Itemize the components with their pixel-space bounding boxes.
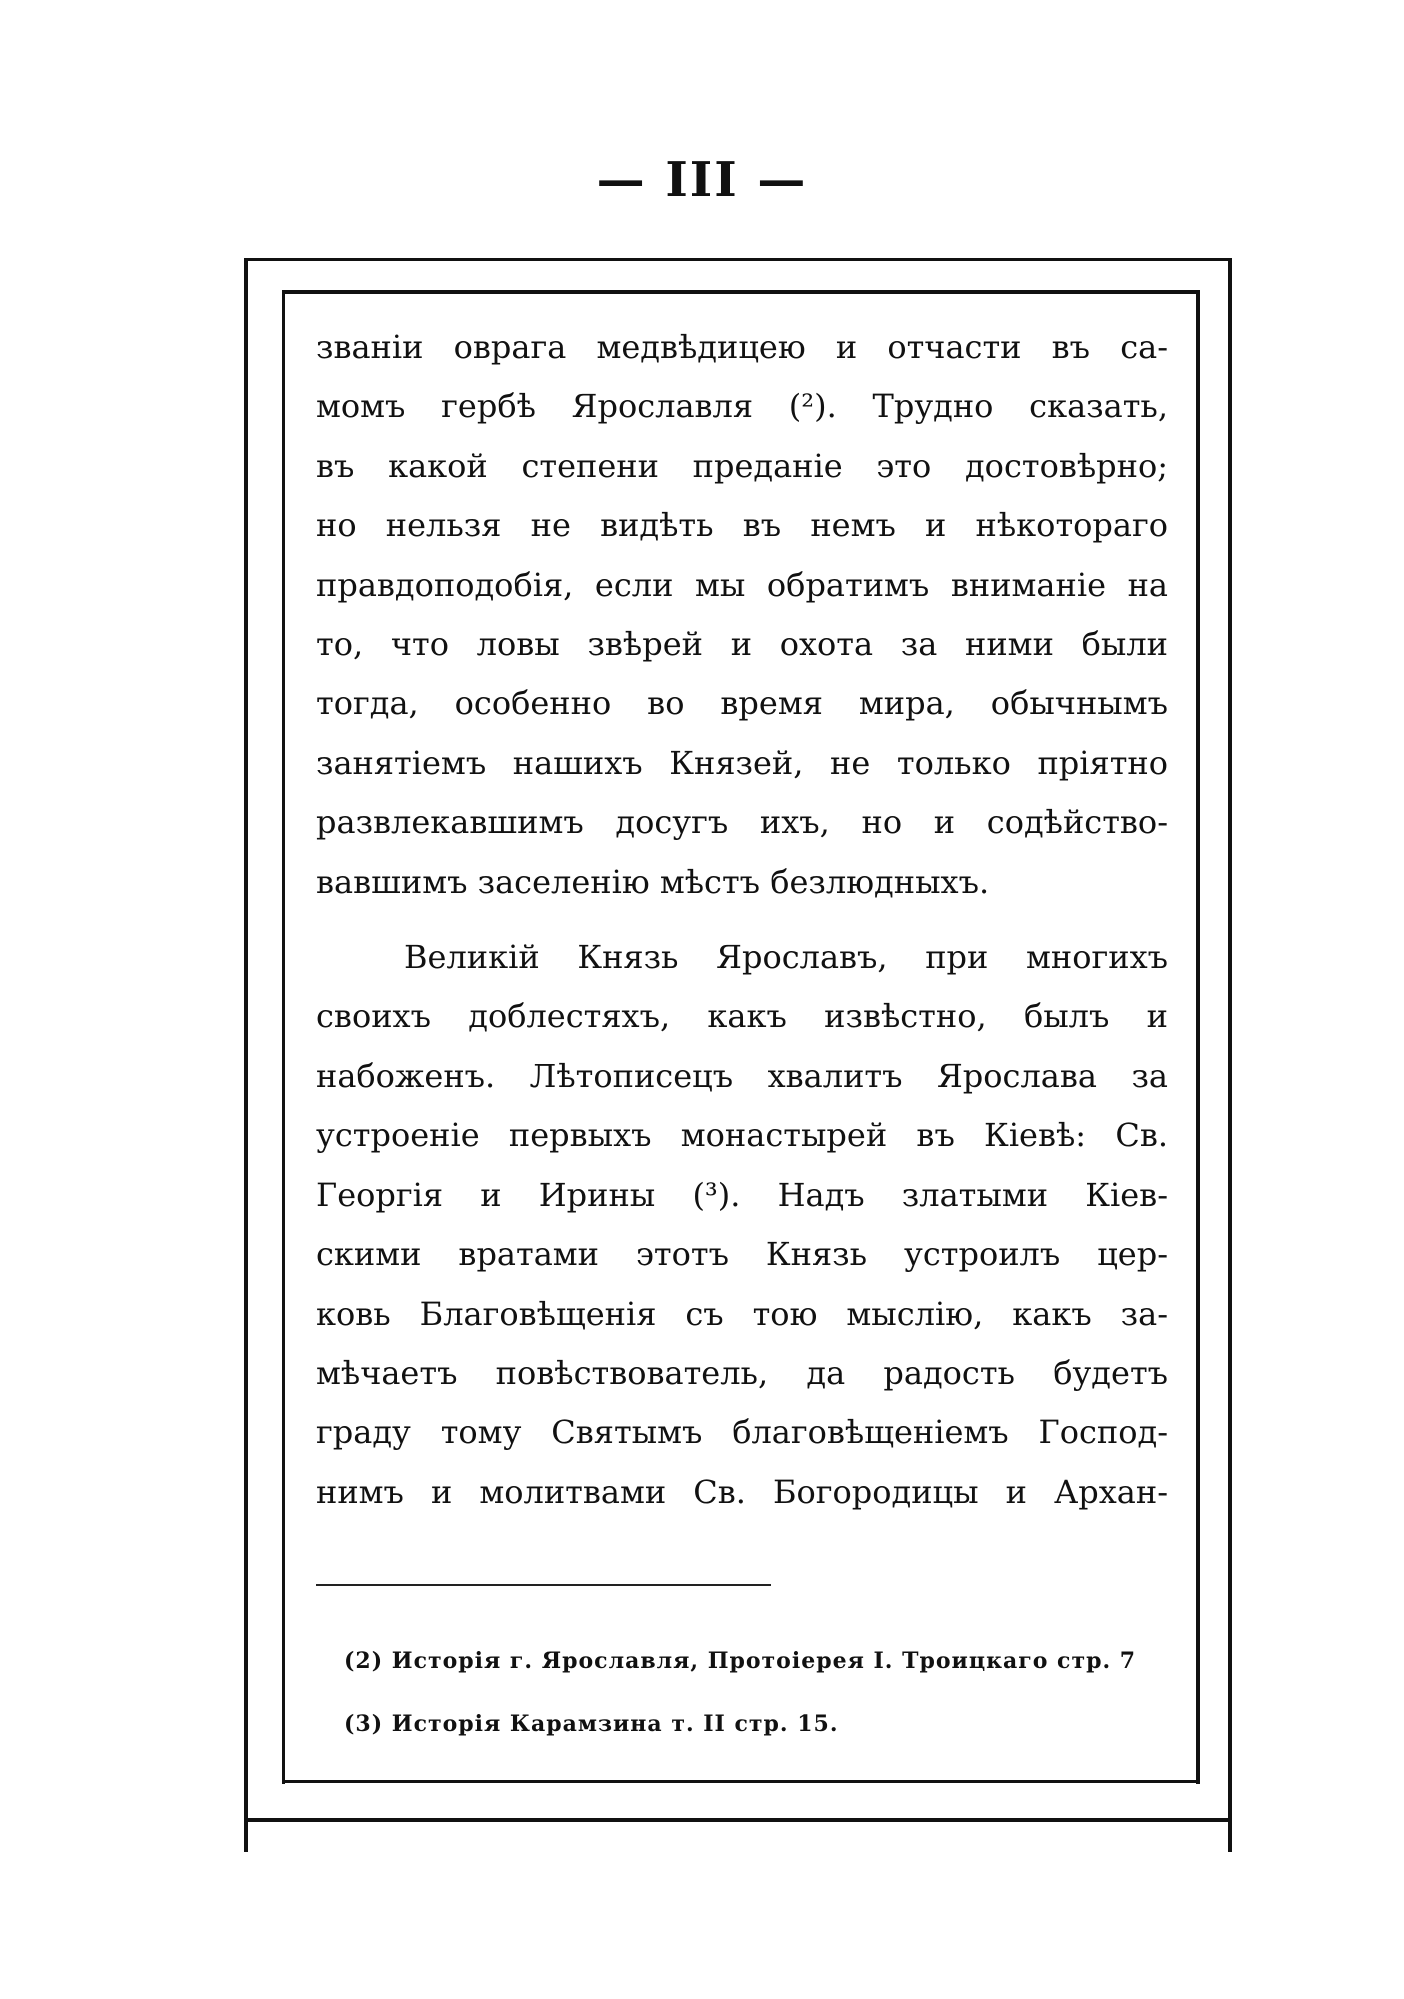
footnote-separator — [316, 1584, 771, 1586]
frame-outer-left-rule — [244, 258, 248, 1852]
text-line: вавшимъ заселенію мѣстъ безлюдныхъ. — [316, 862, 990, 901]
text-line: скими вратами этотъ Князь устроилъ цер- — [316, 1235, 1168, 1274]
text-line: граду тому Святымъ благовѣщеніемъ Господ- — [316, 1413, 1168, 1452]
text-line: нимъ и молитвами Св. Богородицы и Архан- — [316, 1472, 1168, 1511]
frame-outer-right-rule — [1228, 258, 1232, 1852]
text-line: занятіемъ нашихъ Князей, не только пріятно — [316, 743, 1168, 782]
text-line: ковь Благовѣщенія съ тою мыслію, какъ за- — [316, 1294, 1168, 1333]
paragraph-1 — [316, 318, 1168, 912]
text-line: званіи оврага медвѣдицею и отчасти въ са- — [316, 328, 1168, 366]
footnote-2: (2) Исторія г. Ярославля, Протоіерея І. Троицкаго стр. 7 — [344, 1648, 1137, 1674]
text-line: мѣчаетъ повѣствователь, да радость будетъ — [316, 1353, 1168, 1392]
text-line: своихъ доблестяхъ, какъ извѣстно, былъ и — [316, 997, 1168, 1036]
text-line: устроеніе первыхъ монастырей въ Кіевѣ: Св. — [316, 1116, 1168, 1155]
frame-outer-top-rule — [246, 258, 1232, 261]
text-line: Великій Князь Ярославъ, при многихъ — [404, 938, 1168, 977]
frame-inner-top-rule — [284, 290, 1198, 294]
text-line: тогда, особенно во время мира, обычнымъ — [316, 684, 1168, 723]
text-line: въ какой степени преданіе это достовѣрно; — [316, 446, 1168, 485]
footnotes — [344, 1630, 1164, 1756]
body-text — [316, 318, 1168, 1522]
text-line: правдоподобія, если мы обратимъ вниманіе на — [316, 565, 1168, 604]
paragraph-2 — [316, 928, 1168, 1522]
text-line: развлекавшимъ досугъ ихъ, но и содѣйство- — [316, 803, 1168, 842]
text-line: момъ гербѣ Ярославля (²). Трудно сказать, — [316, 387, 1168, 426]
text-line: набоженъ. Лѣтописецъ хвалитъ Ярослава за — [316, 1056, 1168, 1095]
frame-inner-bottom-rule — [282, 1780, 1200, 1783]
frame-inner-left-rule — [282, 290, 285, 1784]
page-number: — III — — [596, 152, 808, 208]
text-line: Георгія и Ирины (³). Надъ златыми Кіев- — [316, 1175, 1168, 1214]
text-line: то, что ловы звѣрей и охота за ними были — [316, 625, 1168, 664]
frame-inner-right-rule — [1196, 290, 1200, 1784]
text-line: но нельзя не видѣть въ немъ и нѣкотораго — [316, 506, 1168, 545]
frame-outer-bottom-rule — [244, 1818, 1232, 1822]
footnote-3: (3) Исторія Карамзина т. II стр. 15. — [344, 1711, 839, 1737]
